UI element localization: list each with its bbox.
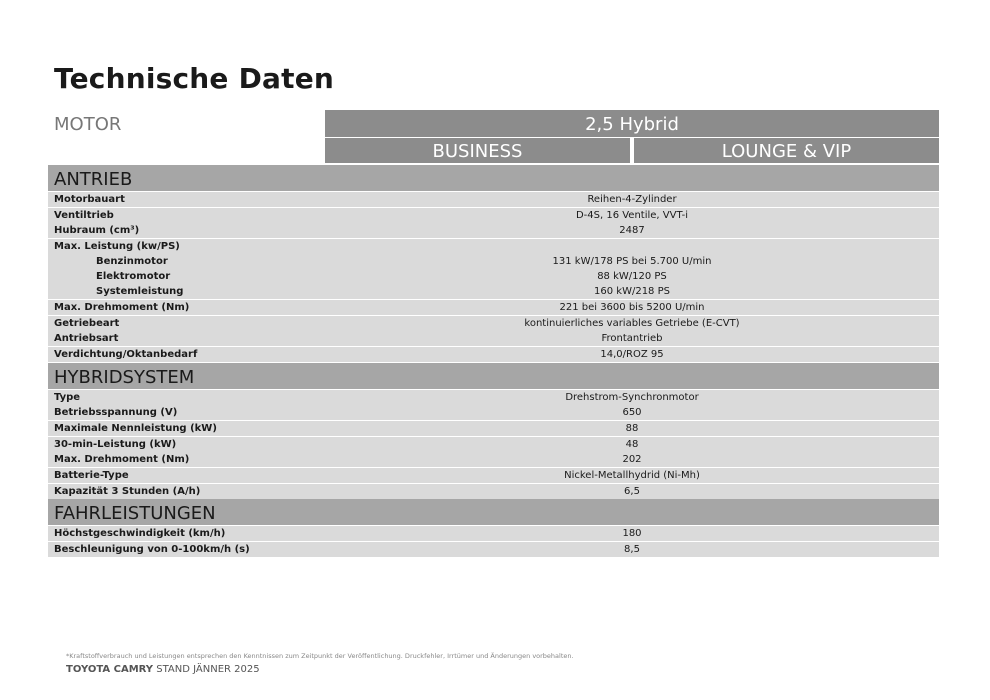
row-label: Betriebsspannung (V) bbox=[48, 405, 327, 420]
section-antrieb bbox=[48, 165, 939, 191]
row-value: Reihen-4-Zylinder bbox=[325, 192, 939, 207]
row-value: kontinuierliches variables Getriebe (E-CVT) bbox=[325, 316, 939, 331]
row-label: Getriebeart bbox=[48, 316, 327, 331]
row-value bbox=[325, 239, 939, 254]
section-title: FAHRLEISTUNGEN bbox=[54, 503, 216, 524]
row-label: Elektromotor bbox=[48, 269, 327, 284]
row-label: 30-min-Leistung (kW) bbox=[48, 437, 327, 452]
trim-header-business: BUSINESS bbox=[325, 138, 630, 163]
table-row bbox=[48, 269, 939, 284]
row-value: 202 bbox=[325, 452, 939, 467]
footer bbox=[66, 664, 260, 675]
table-row bbox=[48, 390, 939, 405]
row-value: Drehstrom-Synchronmotor bbox=[325, 390, 939, 405]
table-row bbox=[48, 239, 939, 254]
row-label: Antriebsart bbox=[48, 331, 327, 346]
table-row bbox=[48, 468, 939, 483]
row-label: Hubraum (cm³) bbox=[48, 223, 327, 238]
row-value: 48 bbox=[325, 437, 939, 452]
row-value: 650 bbox=[325, 405, 939, 420]
section-hybridsystem bbox=[48, 363, 939, 389]
row-label: Benzinmotor bbox=[48, 254, 327, 269]
row-value: 221 bei 3600 bis 5200 U/min bbox=[325, 300, 939, 315]
section-title: ANTRIEB bbox=[54, 169, 133, 190]
row-label: Motorbauart bbox=[48, 192, 327, 207]
row-label: Maximale Nennleistung (kW) bbox=[48, 421, 327, 436]
table-row bbox=[48, 208, 939, 223]
row-value: Nickel-Metallhydrid (Ni-Mh) bbox=[325, 468, 939, 483]
table-row bbox=[48, 452, 939, 467]
table-row bbox=[48, 254, 939, 269]
table-row bbox=[48, 405, 939, 420]
row-value: 88 kW/120 PS bbox=[325, 269, 939, 284]
table-row bbox=[48, 526, 939, 541]
row-value: 131 kW/178 PS bei 5.700 U/min bbox=[325, 254, 939, 269]
row-label: Systemleistung bbox=[48, 284, 327, 299]
row-label: Kapazität 3 Stunden (A/h) bbox=[48, 484, 327, 499]
table-row bbox=[48, 223, 939, 238]
section-title: HYBRIDSYSTEM bbox=[54, 367, 195, 388]
row-value: D-4S, 16 Ventile, VVT-i bbox=[325, 208, 939, 223]
footer-brand: TOYOTA CAMRY bbox=[66, 664, 154, 675]
motor-label: MOTOR bbox=[54, 114, 122, 135]
row-label: Type bbox=[48, 390, 327, 405]
row-value: 14,0/ROZ 95 bbox=[325, 347, 939, 362]
row-label: Max. Drehmoment (Nm) bbox=[48, 452, 327, 467]
table-row bbox=[48, 192, 939, 207]
row-value: 8,5 bbox=[325, 542, 939, 557]
row-label: Max. Drehmoment (Nm) bbox=[48, 300, 327, 315]
table-row bbox=[48, 421, 939, 436]
table-row bbox=[48, 331, 939, 346]
row-label: Höchstgeschwindigkeit (km/h) bbox=[48, 526, 327, 541]
footnote: *Kraftstoffverbrauch und Leistungen entsprechen den Kenntnissen zum Zeitpunkt der Veröffentlichung. Druckfehler, Irrtümer und Änderungen vorbehalten. bbox=[66, 652, 574, 660]
row-value: 180 bbox=[325, 526, 939, 541]
row-label: Ventiltrieb bbox=[48, 208, 327, 223]
row-value: 160 kW/218 PS bbox=[325, 284, 939, 299]
row-label: Batterie-Type bbox=[48, 468, 327, 483]
table-row bbox=[48, 542, 939, 557]
row-label: Beschleunigung von 0-100km/h (s) bbox=[48, 542, 327, 557]
trim-header-lounge-vip: LOUNGE & VIP bbox=[634, 138, 939, 163]
row-label: Max. Leistung (kw/PS) bbox=[48, 239, 327, 254]
row-value: 2487 bbox=[325, 223, 939, 238]
row-value: 6,5 bbox=[325, 484, 939, 499]
page-title: Technische Daten bbox=[54, 62, 335, 95]
table-row bbox=[48, 437, 939, 452]
section-fahrleistungen bbox=[48, 499, 939, 525]
row-label: Verdichtung/Oktanbedarf bbox=[48, 347, 327, 362]
table-row bbox=[48, 316, 939, 331]
row-value: Frontantrieb bbox=[325, 331, 939, 346]
table-row bbox=[48, 484, 939, 499]
engine-header: 2,5 Hybrid bbox=[325, 110, 939, 137]
row-value: 88 bbox=[325, 421, 939, 436]
table-row bbox=[48, 300, 939, 315]
footer-stand: STAND JÄNNER 2025 bbox=[156, 664, 260, 675]
table-row bbox=[48, 284, 939, 299]
table-row bbox=[48, 347, 939, 362]
